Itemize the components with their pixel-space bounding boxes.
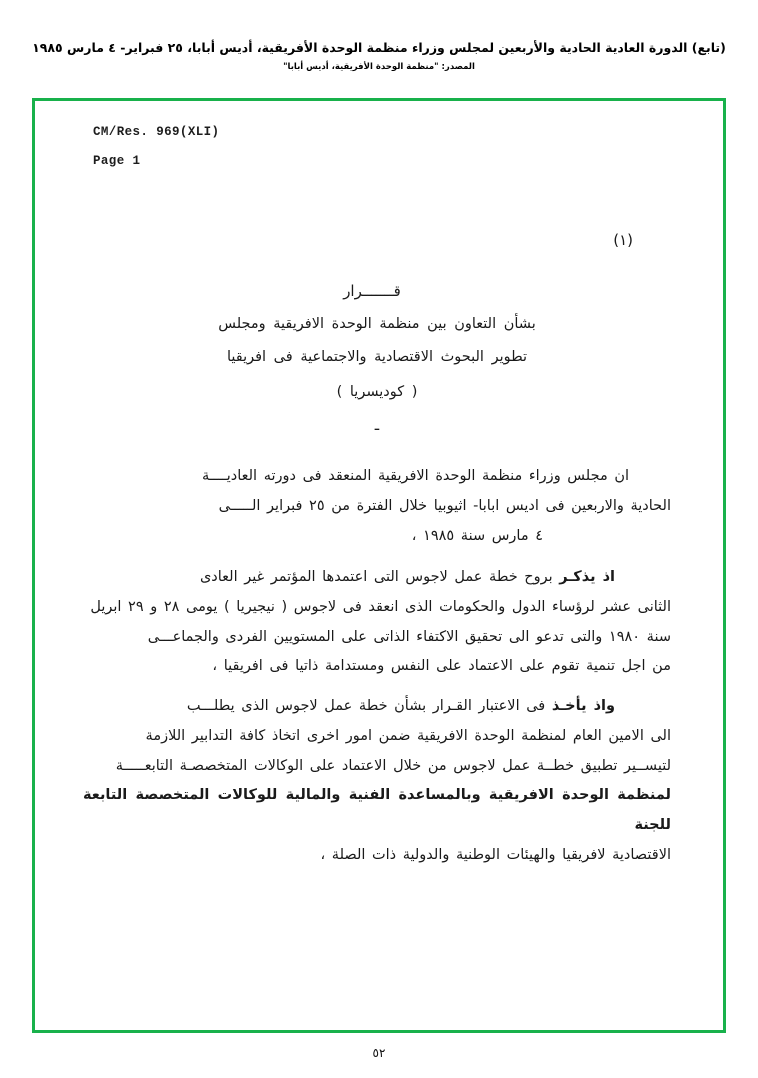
recall-line-3: سنة ١٩٨٠ والتى تدعو الى تحقيق الاكتفاء الذاتى على المستويين الفردى والجماعـــى [147,628,671,645]
resolution-acronym: ( كوديسريا ) [336,383,418,400]
recall-paragraph [83,563,671,682]
recall-line-2: الثانى عشر لرؤساء الدول والحكومات الذى انعقد فى لاجوس ( نيجيريا ) يومى ٢٨ و ٢٩ ابريل [90,599,671,615]
preamble-line-1: ان مجلس وزراء منظمة الوحدة الافريقية المنعقد فى دورته العاديــــة [201,468,629,485]
document-content [65,231,693,871]
document-frame [32,98,726,1033]
preamble-line-2: الحادية والاربعين فى اديس ابابا- اثيوبيا خلال الفترة من ٢٥ فبراير الـــــى [218,497,671,514]
operative-line-3: لتيســير تطبيق خطــة عمل لاجوس من خلال الاعتماد على الوكالات المتخصصـة التابعـــــة [115,757,671,774]
item-number: (١) [613,230,633,249]
preamble-line-3: ٤ مارس سنة ١٩٨٥ ، [411,527,543,544]
document-frame-inner [35,101,723,1030]
operative-line-5: الاقتصادية لافريقيا والهيئات الوطنية والدولية ذات الصلة ، [320,846,671,863]
preamble-paragraph [83,462,671,551]
resolution-subject-line-2: تطوير البحوث الاقتصادية والاجتماعية فى افريقيا [226,348,528,365]
operative-lead-phrase: واذ يأخـذ [551,698,615,715]
recall-first-line [83,563,671,593]
recall-first-line-rest: بروح خطة عمل لاجوس التى اعتمدها المؤتمر غير العادى [199,569,553,586]
document-page-label: Page 1 [93,153,141,168]
document-symbol: CM/Res. 969(XLI) [93,125,220,139]
resolution-title-block [83,275,671,409]
recall-line-4: من اجل تنمية تقوم على الاعتماد على النفس ومستدامة ذاتيا فى افريقيا ، [212,658,671,675]
operative-line-2: الى الامين العام لمنظمة الوحدة الافريقية ضمن امور اخرى اتخاذ كافة التدابير اللازمة [145,727,671,744]
running-head-source: المصدر: "منظمة الوحدة الأفريقية، أديس أبابا" [283,62,475,72]
resolution-subject-line-1: بشأن التعاون بين منظمة الوحدة الافريقية ومجلس [218,316,536,333]
page-folio-number: ٥٢ [372,1046,386,1060]
operative-line-4: لمنظمة الوحدة الافريقية وبالمساعدة الفنية والمالية للوكالات المتخصصة التابعة للجنة [83,787,671,834]
running-head-title: (تابع) الدورة العادية الحادية والأربعين لمجلس وزراء منظمة الوحدة الأفريقية، أديس أبابا، ٢٥ فبراير- ٤ مارس ١٩٨٥ [32,40,726,55]
operative-first-line [83,692,671,722]
recall-lead-phrase: اذ يذكـر [559,569,615,586]
title-rule-dash: ـ [374,416,380,435]
operative-first-line-rest: فى الاعتبار القـرار بشأن خطة عمل لاجوس الذى يطلـــب [186,698,546,715]
resolution-title: قـــــــرار [343,281,401,300]
operative-paragraph [83,692,671,870]
